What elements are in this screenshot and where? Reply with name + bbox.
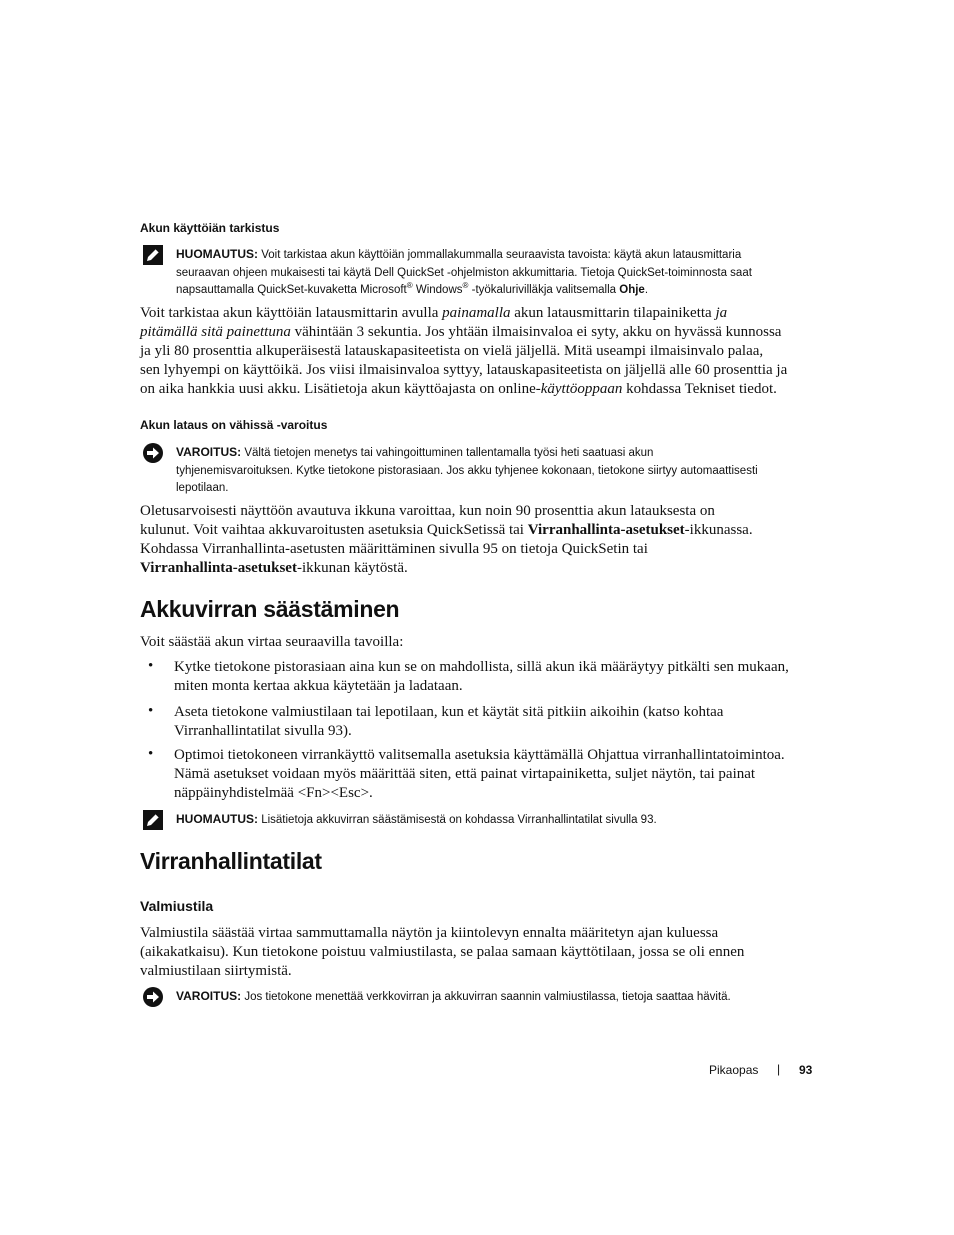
bullet-2-l2: Virranhallintatilat sivulla 93). bbox=[174, 723, 352, 739]
p2-l4b: Virranhallinta-asetukset bbox=[140, 560, 297, 576]
p1-l1i2: ja bbox=[715, 305, 728, 321]
heading-low-battery-warning: Akun lataus on vähissä -varoitus bbox=[140, 418, 328, 432]
paragraph-low-battery bbox=[140, 502, 820, 578]
p2-l3: Kohdassa Virranhallinta-asetusten määrittäminen sivulla 95 on tietoja QuickSetin tai bbox=[140, 541, 648, 557]
p1-l2i: pitämällä sitä painettuna bbox=[140, 324, 291, 340]
paragraph-standby bbox=[140, 924, 820, 981]
p2-l2c: -ikkunassa. bbox=[684, 522, 753, 538]
p1-l3: ja yli 80 prosenttia alkuperäisestä latauskapasiteetista on vielä jäljellä. Mitä useampi ilmaisinvalo palaa, bbox=[140, 343, 764, 359]
p4-l3: valmiustilaan siirtymistä. bbox=[140, 963, 292, 979]
bullet-3-l1: Optimoi tietokoneen virrankäyttö valitsemalla asetuksia käyttämällä Ohjattua virranhallintatoimintoa. bbox=[174, 747, 785, 763]
bullet-1 bbox=[174, 658, 824, 696]
bullet-1-l2: miten monta kertaa akkua käytetään ja ladataan. bbox=[174, 678, 463, 694]
p4-l2: (aikakatkaisu). Kun tietokone poistuu valmiustilasta, se palaa samaan käyttötilaan, jossa se oli ennen bbox=[140, 944, 745, 960]
warning-label: VAROITUS: bbox=[176, 445, 242, 459]
bullet-1-l1: Kytke tietokone pistorasiaan aina kun se on mahdollista, sillä akun ikä määräytyy pitkälti sen mukaan, bbox=[174, 659, 789, 675]
p1-l5i: käyttöoppaan bbox=[540, 381, 623, 397]
p1-l4: sen lyhyempi on käyttöikä. Jos viisi ilmaisinvaloa syttyy, latauskapasiteetista on jäljellä alle 60 prosenttia ja bbox=[140, 362, 788, 378]
heading-power-modes: Virranhallintatilat bbox=[140, 848, 322, 874]
note-line3a: napsauttamalla QuickSet-kuvaketta Microsoft bbox=[176, 284, 407, 296]
registered-mark-2: ® bbox=[462, 281, 469, 291]
warning-standby bbox=[176, 988, 826, 1007]
note-line3b: Windows bbox=[412, 284, 463, 296]
note-label-2: HUOMAUTUS: bbox=[176, 812, 258, 826]
p1-l1a: Voit tarkistaa akun käyttöiän latausmittarin avulla bbox=[140, 305, 443, 321]
note-pencil-icon-2 bbox=[143, 810, 163, 830]
footer-separator: | bbox=[777, 1062, 781, 1076]
warning-label-2: VAROITUS: bbox=[176, 989, 242, 1003]
warning-line2: tyhjenemisvaroituksen. Kytke tietokone pistorasiaan. Jos akku tyhjenee kokonaan, tietokone siirtyy automaattisesti bbox=[176, 464, 758, 477]
help-menu-label: Ohje bbox=[619, 284, 645, 296]
p1-l1b: akun latausmittarin tilapainiketta bbox=[510, 305, 716, 321]
warning-low-battery bbox=[176, 444, 826, 498]
warning-line3: lepotilaan. bbox=[176, 482, 229, 494]
bullet-2-marker: • bbox=[148, 703, 154, 719]
p2-l4c: -ikkunan käytöstä. bbox=[296, 560, 408, 576]
bullet-3 bbox=[174, 746, 824, 803]
battery-saving-intro: Voit säästää akun virtaa seuraavilla tavoilla: bbox=[140, 634, 404, 650]
bullet-2-l1: Aseta tietokone valmiustilaan tai lepotilaan, kun et käytät sitä pitkiin aikoihin (katso kohtaa bbox=[174, 704, 724, 720]
p2-l1: Oletusarvoisesti näyttöön avautuva ikkuna varoittaa, kun noin 90 prosenttia akun latauksesta on bbox=[140, 503, 715, 519]
p1-l5a: on aika hankkia uusi akku. Lisätietoja akun käyttöajasta on online- bbox=[140, 381, 541, 397]
heading-battery-life-check: Akun käyttöiän tarkistus bbox=[140, 221, 280, 235]
p2-l2b: Virranhallinta-asetukset bbox=[527, 522, 685, 538]
bullet-3-l3: näppäinyhdistelmää <Fn><Esc>. bbox=[174, 785, 373, 801]
note-line3c: -työkalurivilläkja valitsemalla bbox=[468, 284, 620, 296]
note-battery-life bbox=[176, 246, 826, 300]
bullet-2 bbox=[174, 703, 824, 741]
note-battery-saving bbox=[176, 811, 826, 830]
bullet-3-l2: Nämä asetukset voidaan myös määrittää siten, että painat virtapainiketta, suljet näytön, tai painat bbox=[174, 766, 756, 782]
warning-arrow-icon bbox=[143, 443, 163, 463]
bullet-1-marker: • bbox=[148, 658, 154, 674]
p4-l1: Valmiustila säästää virtaa sammuttamalla näytön ja kiintolevyn ennalta määritetyn ajan kuluessa bbox=[140, 925, 719, 941]
note-label: HUOMAUTUS: bbox=[176, 247, 258, 261]
note-text-2: Lisätietoja akkuvirran säästämisestä on kohdassa Virranhallintatilat sivulla 93. bbox=[261, 814, 657, 826]
bullet-3-marker: • bbox=[148, 746, 154, 762]
warning-text-2: Jos tietokone menettää verkkovirran ja akkuvirran saannin valmiustilassa, tietoja saattaa hävitä. bbox=[244, 991, 731, 1003]
subheading-standby: Valmiustila bbox=[140, 898, 214, 914]
note-pencil-icon bbox=[143, 245, 163, 265]
warning-arrow-icon-2 bbox=[143, 987, 163, 1007]
paragraph-battery-life bbox=[140, 304, 820, 399]
p1-l2b: vähintään 3 sekuntia. Jos yhtään ilmaisinvaloa ei syty, akku on hyvässä kunnossa bbox=[290, 324, 782, 340]
page-number: 93 bbox=[799, 1063, 813, 1077]
p2-l2a: kulunut. Voit vaihtaa akkuvaroitusten asetuksia QuickSetissä tai bbox=[140, 522, 528, 538]
p1-l1i: painamalla bbox=[442, 305, 511, 321]
p1-l5b: kohdassa Tekniset tiedot. bbox=[622, 381, 777, 397]
note-line1: Voit tarkistaa akun käyttöiän jommallakummalla seuraavista tavoista: käytä akun latausmittaria bbox=[261, 249, 742, 261]
warning-line1: Vältä tietojen menetys tai vahingoittuminen tallentamalla työsi heti saatuasi akun bbox=[244, 447, 654, 459]
note-period: . bbox=[644, 284, 649, 296]
footer-guide-name: Pikaopas bbox=[709, 1063, 759, 1077]
heading-battery-saving: Akkuvirran säästäminen bbox=[140, 596, 400, 622]
note-line2: seuraavan ohjeen mukaisesti tai käytä Dell QuickSet -ohjelmiston akkumittaria. Tietoja QuickSet-toiminnosta saat bbox=[176, 266, 752, 279]
registered-mark: ® bbox=[406, 281, 413, 291]
